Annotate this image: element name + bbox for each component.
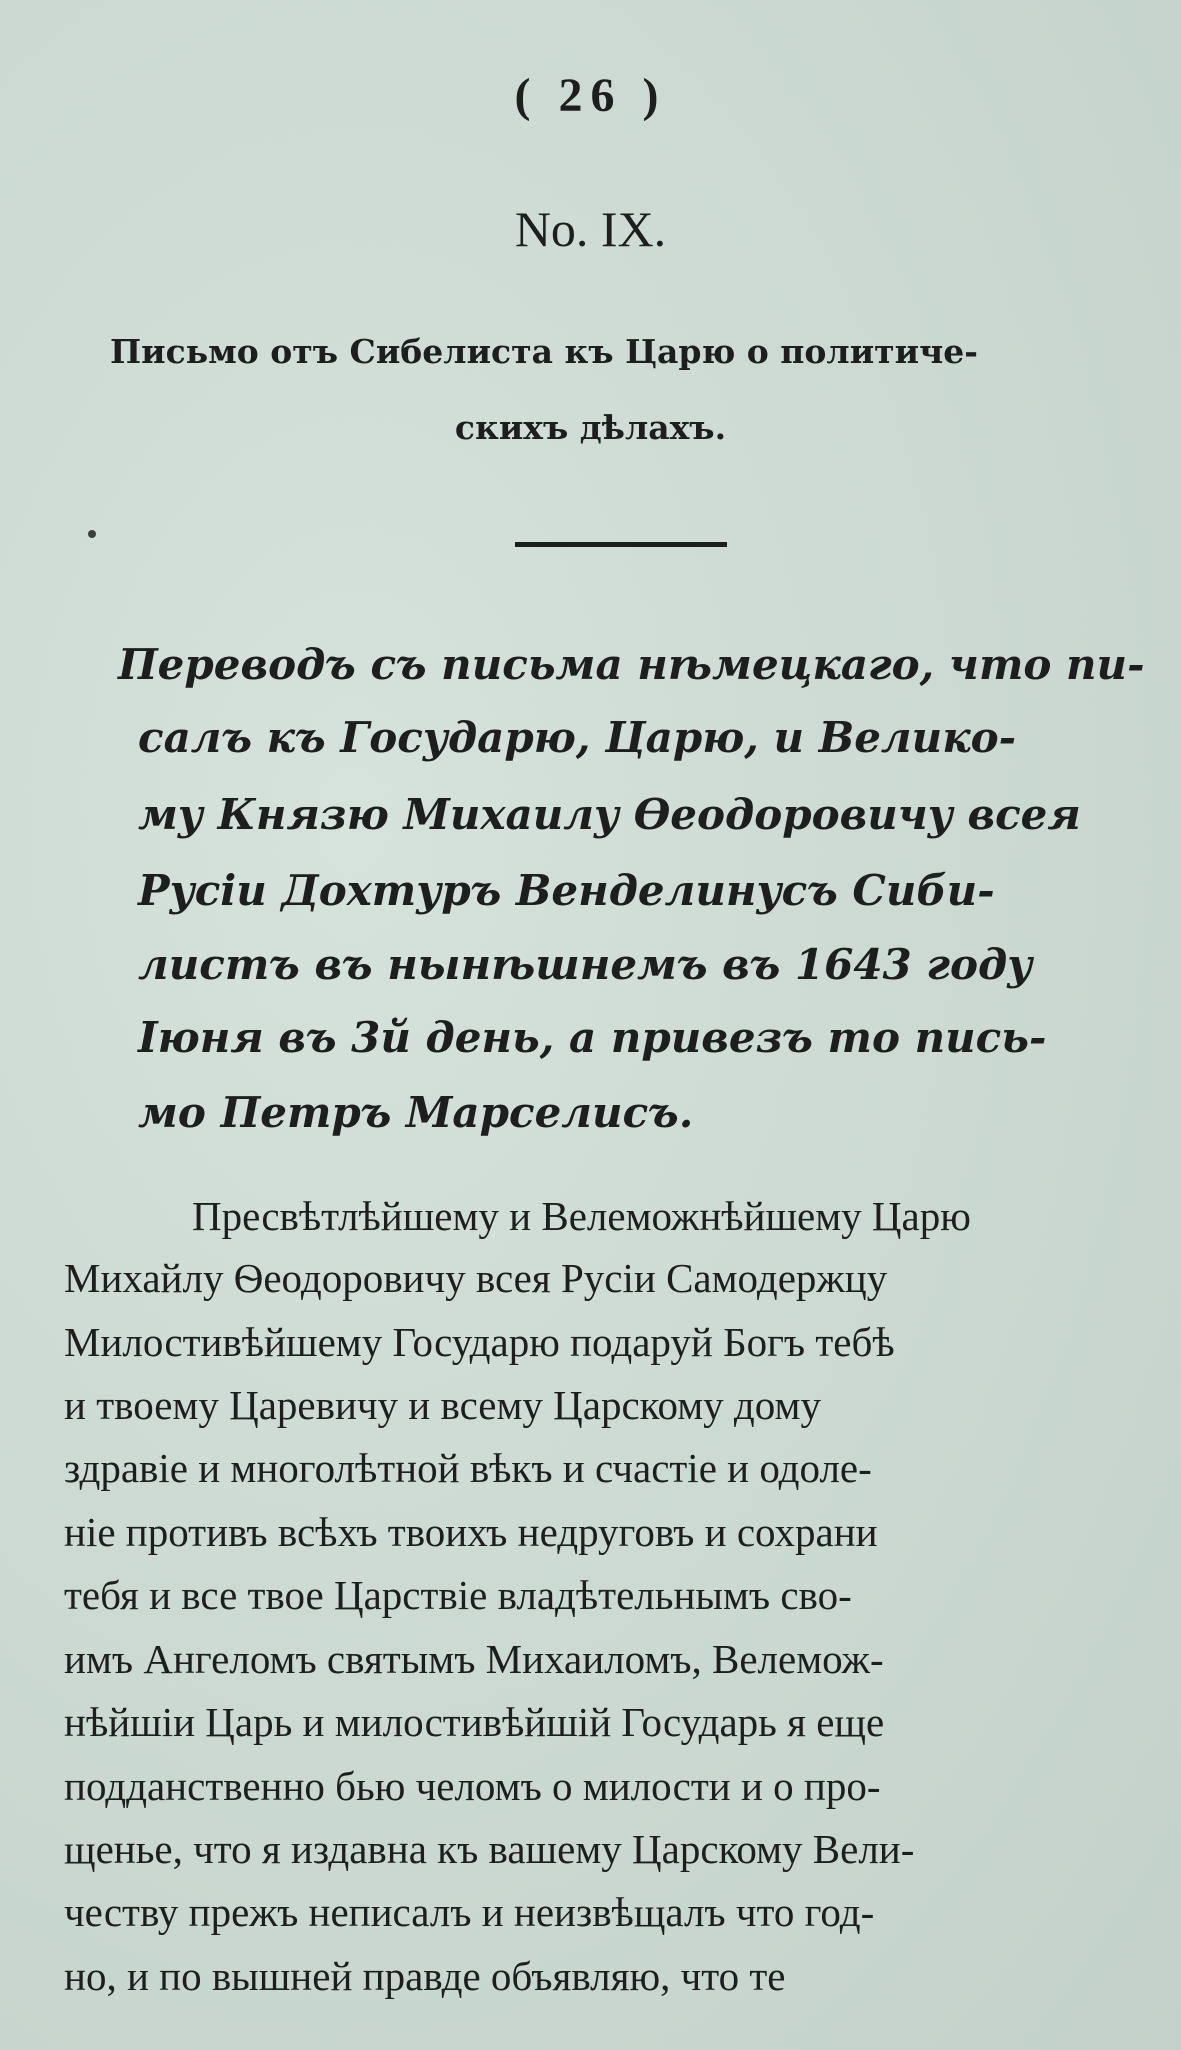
body-line: Милостивѣйшему Государю подаруй Богъ тебѣ (64, 1319, 895, 1365)
body-line: ніе противъ всѣхъ твоихъ недруговъ и сохрани (64, 1509, 878, 1555)
body-line: щенье, что я издавна къ вашему Царскому Вели- (64, 1826, 915, 1872)
summary-line: Русіи Дохтуръ Венделинусъ Сиби- (138, 866, 995, 915)
summary-line: мо Петръ Марселисъ. (138, 1088, 694, 1137)
stray-dot (88, 530, 96, 538)
body-line: честву прежъ неписалъ и неизвѣщалъ что год- (64, 1889, 875, 1935)
page-number: ( 26 ) (514, 69, 667, 122)
body-line: Пресвѣтлѣйшему и Велеможнѣйшему Царю (192, 1193, 971, 1239)
summary-line: му Князю Михаилу Ѳеодоровичу всея (138, 790, 1081, 839)
body-line: и твоему Царевичу и всему Царскому дому (64, 1382, 821, 1428)
summary-line: Переводъ съ письма нѣмецкаго, что пи- (118, 640, 1145, 689)
body-line: но, и по вышней правде объявляю, что те (64, 1953, 786, 1999)
body-line: тебя и все твое Царствіе владѣтельнымъ сво- (64, 1572, 852, 1618)
body-line: подданственно бью челомъ о милости и о про- (64, 1763, 881, 1809)
body-line: Михайлу Ѳеодоровичу всея Русіи Самодержцу (64, 1255, 888, 1301)
body-line: здравіе и многолѣтной вѣкъ и счастіе и одоле- (64, 1445, 872, 1491)
summary-line: Іюня въ 3й день, а привезъ то пись- (138, 1013, 1047, 1062)
heading-line-1: Письмо отъ Сибелиста къ Царю о политиче- (110, 332, 978, 371)
summary-line: листъ въ нынѣшнемъ въ 1643 году (138, 940, 1033, 989)
body-line: имъ Ангеломъ святымъ Михаиломъ, Велемож- (64, 1636, 884, 1682)
divider-rule (515, 542, 727, 547)
summary-line: салъ къ Государю, Царю, и Велико- (138, 713, 1017, 762)
document-number: No. IX. (514, 201, 667, 257)
body-line: нѣйшіи Царь и милостивѣйшій Государь я еще (64, 1699, 885, 1745)
heading-line-2: скихъ дѣлахъ. (454, 408, 727, 447)
